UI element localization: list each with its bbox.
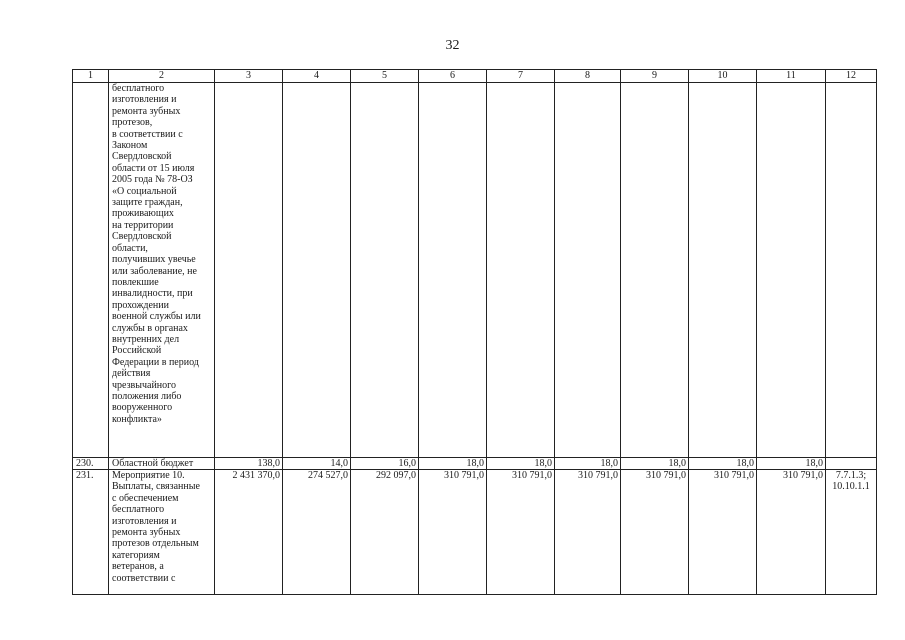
value-cell: 18,0 — [555, 458, 621, 470]
row-number: 230. — [73, 458, 109, 470]
value-cell: 310 791,0 — [689, 470, 757, 595]
value-cell: 274 527,0 — [283, 470, 351, 595]
table-row — [73, 458, 877, 470]
value-cell: 18,0 — [689, 458, 757, 470]
page-number: 32 — [445, 38, 460, 53]
value-cell: 310 791,0 — [757, 470, 826, 595]
column-header: 4 — [283, 70, 351, 83]
program-table — [72, 69, 877, 595]
row-number: 231. — [73, 470, 109, 595]
row-description: бесплатного изготовления и ремонта зубных протезов, в соответствии с Законом Свердловской области от 15 июля 2005 года № 78-ОЗ «О социальной защите граждан, проживающих на территории Свердловской области, получивших увечье или заболевание, не повлекшие инвалидности, при прохождении военной службы или службы в органах внутренних дел Российской Федерации в период действия чрезвычайного положения либо вооруженного конфликта» — [109, 83, 215, 458]
column-header: 8 — [555, 70, 621, 83]
code-cell: 7.7.1.3; 10.10.1.1 — [826, 470, 877, 595]
column-header: 7 — [487, 70, 555, 83]
value-cell: 16,0 — [351, 458, 419, 470]
column-header: 10 — [689, 70, 757, 83]
row-description: Мероприятие 10. Выплаты, связанные с обеспечением бесплатного изготовления и ремонта зубных протезов отдельным категориям ветеранов, а соответствии с — [109, 470, 215, 595]
table-row — [73, 83, 877, 458]
value-cell: 292 097,0 — [351, 470, 419, 595]
value-cell: 310 791,0 — [555, 470, 621, 595]
value-cell: 310 791,0 — [419, 470, 487, 595]
value-cell: 310 791,0 — [487, 470, 555, 595]
value-cell: 18,0 — [621, 458, 689, 470]
code-cell — [826, 458, 877, 470]
column-header: 6 — [419, 70, 487, 83]
column-header: 9 — [621, 70, 689, 83]
value-cell: 138,0 — [215, 458, 283, 470]
column-header: 11 — [757, 70, 826, 83]
table-row — [73, 470, 877, 595]
value-cell: 18,0 — [487, 458, 555, 470]
row-description: Областной бюджет — [109, 458, 215, 470]
value-cell: 18,0 — [757, 458, 826, 470]
value-cell: 18,0 — [419, 458, 487, 470]
column-header: 12 — [826, 70, 877, 83]
column-header: 3 — [215, 70, 283, 83]
column-header-row — [73, 70, 877, 83]
value-cell: 310 791,0 — [621, 470, 689, 595]
column-header: 5 — [351, 70, 419, 83]
column-header: 2 — [109, 70, 215, 83]
column-header: 1 — [73, 70, 109, 83]
value-cell: 2 431 370,0 — [215, 470, 283, 595]
value-cell: 14,0 — [283, 458, 351, 470]
